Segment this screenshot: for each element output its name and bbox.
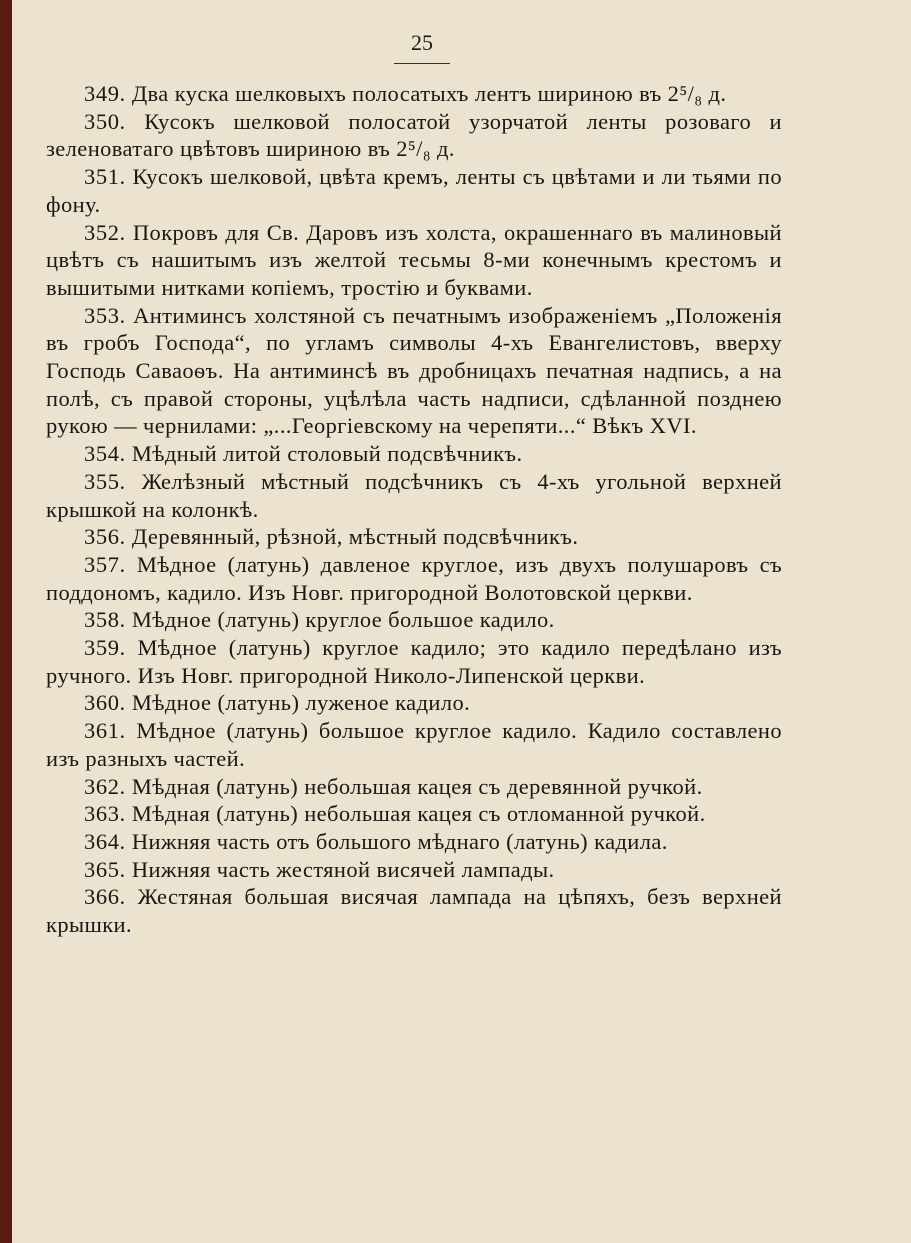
entry-text: Кусокъ шелковой полосатой узорчатой ленты розоваго и зеленоватаго цвѣтовъ шириною въ 2⁵/₈ д. xyxy=(46,108,782,162)
entry-number: 362. xyxy=(84,773,126,799)
entry-text: Мѣдная (латунь) небольшая кацея съ отломанной ручкой. xyxy=(131,801,706,827)
entry-text: Мѣдное (латунь) давленое круглое, изъ двухъ полушаровъ съ поддономъ, кадило. Изъ Новг. пригородной Волотовской церкви. xyxy=(46,551,782,605)
entry-number: 358. xyxy=(84,607,126,633)
entry-number: 352. xyxy=(84,219,126,245)
catalog-entry xyxy=(46,551,782,606)
entry-text: Мѣдное (латунь) круглое кадило; это кадило передѣлано изъ ручного. Изъ Новг. пригородной Николо-Липенской церкви. xyxy=(46,635,782,688)
entry-text: Жестяная большая висячая лампада на цѣпяхъ, безъ верхней крышки. xyxy=(46,884,782,938)
catalog-entry xyxy=(46,828,782,856)
entry-number: 359. xyxy=(84,635,126,661)
entry-text: Деревянный, рѣзной, мѣстный подсвѣчникъ. xyxy=(131,524,579,550)
entry-number: 355. xyxy=(84,468,126,494)
entry-number: 363. xyxy=(84,801,126,827)
entry-number: 351. xyxy=(84,164,126,190)
entry-number: 353. xyxy=(84,302,126,328)
catalog-entry xyxy=(46,606,782,634)
entry-text: Мѣдное (латунь) луженое кадило. xyxy=(131,690,471,716)
catalog-entry xyxy=(46,523,782,551)
catalog-entry xyxy=(46,717,782,772)
entry-number: 350. xyxy=(84,108,126,134)
entry-number: 356. xyxy=(84,524,126,550)
catalog-entry xyxy=(46,800,782,828)
catalog-entry xyxy=(46,80,782,108)
catalog-entry xyxy=(46,689,782,717)
entry-number: 361. xyxy=(84,718,126,744)
entry-number: 349. xyxy=(84,81,126,106)
entry-text: Кусокъ шелковой, цвѣта кремъ, ленты съ цвѣтами и ли тьями по фону. xyxy=(46,164,782,217)
entry-text: Нижняя часть отъ большого мѣднаго (латунь) кадила. xyxy=(131,828,668,854)
catalog-entry xyxy=(46,468,782,523)
entry-number: 357. xyxy=(84,551,126,577)
entry-number: 366. xyxy=(84,884,126,910)
entry-text: Антиминсъ холстяной съ печатнымъ изображеніемъ „Положенія въ гробъ Господа“, по угламъ символы 4-хъ Евангелистовъ, вверху Господь Саваоѳъ. На антиминсѣ въ дробницахъ печатная надпись, а на полѣ, съ правой стороны, уцѣлѣла часть надписи, сдѣланной позднею рукою — чернилами: „...Георгіевскому на черепяти...“ Вѣкъ XVI. xyxy=(46,302,782,439)
catalog-entry xyxy=(46,856,782,884)
catalog-entry xyxy=(46,440,782,468)
catalog-entry xyxy=(46,634,782,689)
entry-text: Покровъ для Св. Даровъ изъ холста, окрашеннаго въ малиновый цвѣтъ съ нашитымъ изъ желтой тесьмы 8-ми конечнымъ крестомъ и вышитыми нитками копіемъ, тростію и буквами. xyxy=(46,219,782,300)
catalog-entries xyxy=(46,80,782,939)
entry-text: Мѣдная (латунь) небольшая кацея съ деревянной ручкой. xyxy=(131,773,703,799)
entry-text: Желѣзный мѣстный подсѣчникъ съ 4-хъ угольной верхней крышкой на колонкѣ. xyxy=(46,468,782,522)
page-number: 25 xyxy=(411,30,433,55)
page-number-rule xyxy=(394,63,450,64)
catalog-entry xyxy=(46,773,782,801)
catalog-entry xyxy=(46,108,782,163)
entry-number: 360. xyxy=(84,690,126,716)
entry-text: Мѣдное (латунь) круглое большое кадило. xyxy=(131,607,555,633)
entry-text: Два куска шелковыхъ полосатыхъ лентъ шириною въ 2⁵/₈ д. xyxy=(131,81,727,106)
entry-text: Нижняя часть жестяной висячей лампады. xyxy=(131,856,555,882)
document-page xyxy=(12,0,911,1243)
catalog-entry xyxy=(46,219,782,302)
catalog-entry xyxy=(46,302,782,441)
entry-text: Мѣдный литой столовый подсвѣчникъ. xyxy=(131,441,523,467)
entry-number: 365. xyxy=(84,856,126,882)
catalog-entry xyxy=(46,883,782,938)
entry-number: 354. xyxy=(84,441,126,467)
entry-number: 364. xyxy=(84,828,126,854)
catalog-entry xyxy=(46,163,782,218)
entry-text: Мѣдное (латунь) большое круглое кадило. Кадило составлено изъ разныхъ частей. xyxy=(46,718,782,771)
